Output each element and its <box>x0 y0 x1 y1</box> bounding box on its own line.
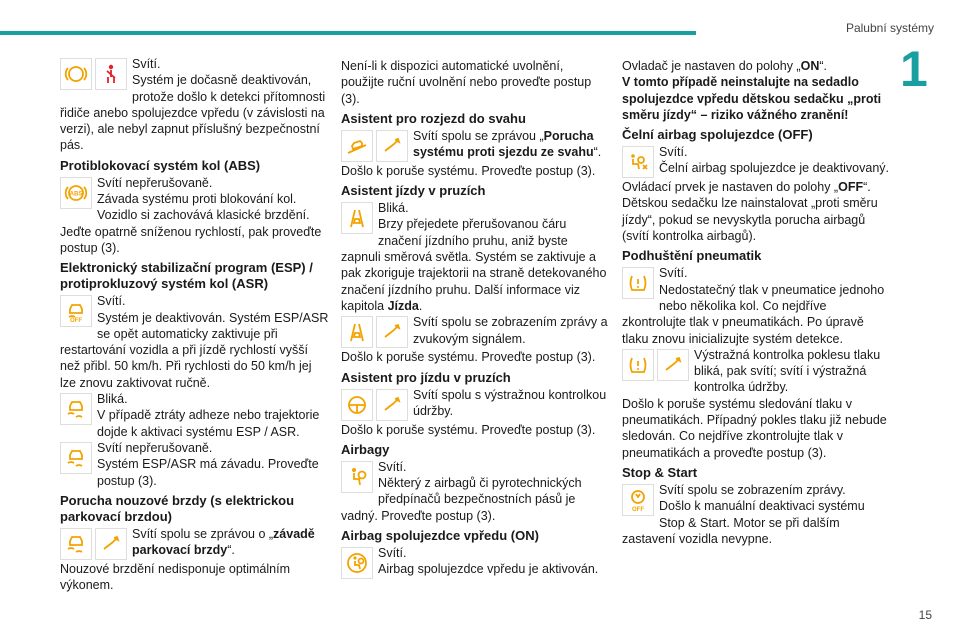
airbag-icon <box>341 461 373 493</box>
wrench-icon <box>657 349 689 381</box>
airbag-heading: Airbagy <box>341 441 390 457</box>
chapter-title: Palubní systémy <box>845 21 934 35</box>
lane-heading: Asistent jízdy v pruzích <box>341 183 486 199</box>
lanes-heading: Asistent pro jízdu v pruzích <box>341 369 511 385</box>
stop-start-heading: Stop & Start <box>622 464 698 480</box>
esp-off-icon <box>60 295 92 327</box>
tyre-pressure-icon <box>622 349 654 381</box>
wrench-icon <box>376 389 408 421</box>
svg-text:ABS: ABS <box>69 191 83 198</box>
passenger-airbag-on-heading: Airbag spolujezdce vpředu (ON) <box>341 528 539 544</box>
column-2: Není-li k dispozici automatické uvolnění, použijte ruční uvolnění nebo proveďte postup (3). Asistent pro rozjezd do svahu Svítí spolu se zprávou „Porucha systému proti sjezdu ze svahu“. Došlo k poruše systému. Proveďte postup (3). Asistent jízdy v pruzích Bliká. Brzy přejedete přerušovanou čáru značení jízdního pruhu, aniž byste zapnuli směrová světla. Systém se zaktivuje a pak zkoriguje trajektorii na straně detekovaného značení jízdního pruhu. Další informace viz kapitola Jízda. Svítí spolu se zobrazením zprávy a zvukovým signálem. Došlo k poruše systému. Proveďte postup (3). Asistent pro jízdu v pruzích Svítí spolu s výstražnou kontrolkou údržby. Došlo k poruše systému. Proveďte postup (3). Airbagy Svítí. Některý z airbagů či pyrotechnických předpínačů bezpečnostních pásů je vadný. Proveďte postup (3). Airbag spolujezdce vpředu (ON) Svítí. Airbag spolujezdce vpředu je aktivován. <box>341 58 609 580</box>
steering-wheel-icon <box>341 389 373 421</box>
wrench-icon <box>376 130 408 162</box>
column-1: Svítí. Systém je dočasně deaktivován, protože došlo k detekci přítomnosti řidiče anebo spolujezdce vpředu (v závislosti na verzi), ale nebyl zapnut příslušný bezpečnostní pás. Protiblokovací systém kol (ABS) ABS Svítí nepřerušovaně. Závada systému proti blokování kol. Vozidlo si zachovává klasické brzdění. Jeďte opatrně sníženou rychlostí, pak proveďte postup (3). Elektronický stabilizační program (ESP) / protiprokluzový systém kol (ASR) OFF Svítí. Systém je deaktivován. Systém ESP/ASR se opět automaticky zaktivuje při restartování vozidla a při jízdě rychlostí vyšší než přibl. 50 km/h. Při rychlosti do 50 km/h jej lze znovu zaktivovat ručně. Bliká. V případě ztráty adheze nebo trajektorie dojde k aktivaci systému ESP / ASR. Svítí nepřerušovaně. Systém ESP/ASR má závadu. Proveďte postup (3). Porucha nouzové brzdy (s elektrickou parkovací brzdou) Svítí spolu se zprávou o „závadě parkovací brzdy“. Nouzové brzdění nedisponuje optimálním výkonem. <box>60 57 329 593</box>
lane-keeping-icon <box>341 202 373 234</box>
abs-heading: Protiblokovací systém kol (ABS) <box>60 157 261 173</box>
hill-assist-icon <box>341 130 373 162</box>
hill-heading: Asistent pro rozjezd do svahu <box>341 110 526 126</box>
chapter-number: 1 <box>900 41 928 97</box>
header-bar <box>0 31 696 35</box>
abs-warning-icon <box>60 58 92 90</box>
passenger-airbag-off-heading: Čelní airbag spolujezdce (OFF) <box>622 127 813 143</box>
esp-fault-icon <box>60 442 92 474</box>
tyre-heading: Podhuštění pneumatik <box>622 248 762 264</box>
page-number: 15 <box>918 608 932 622</box>
wrench-icon <box>376 316 408 348</box>
tyre-pressure-icon <box>622 267 654 299</box>
esp-icon <box>60 528 92 560</box>
wrench-icon <box>95 528 127 560</box>
passenger-airbag-off-icon <box>622 146 654 178</box>
esp-icon <box>60 393 92 425</box>
abs-icon <box>60 177 92 209</box>
lane-keeping-icon <box>341 316 373 348</box>
brake-heading: Porucha nouzové brzdy (s elektrickou parkovací brzdou) <box>60 492 295 524</box>
esp-heading: Elektronický stabilizační program (ESP) / protiprokluzový systém kol (ASR) <box>60 260 313 292</box>
passenger-airbag-on-icon <box>341 547 373 579</box>
column-3: Ovladač je nastaven do polohy „ON“. V tomto případě neinstalujte na sedadlo spolujezdce vpředu dětskou sedačku „proti směru jízdy“ – riziko vážného zranění! Čelní airbag spolujezdce (OFF) Svítí. Čelní airbag spolujezdce je deaktivovaný. Ovládací prvek je nastaven do polohy „OFF“. Dětskou sedačku lze nainstalovat „proti směru jízdy“, pokud se nevyskytla porucha airbagů (svítí kontrolka airbagů). Podhuštění pneumatik Svítí. Nedostatečný tlak v pneumatice jednoho nebo několika kol. Co nejdříve zkontrolujte tlak v pneumatikách. Po úpravě tlaku znovu inicializujte systém detekce. Výstražná kontrolka poklesu tlaku bliká, pak svítí; svítí i výstražná kontrolka údržby. Došlo k poruše systému sledování tlaku v pneumatikách. Případný pokles tlaku již nebude sledován. Co nejdříve zkontrolujte tlak v pneumatikách a proveďte postup (3). Stop & Start OFF Svítí spolu se zobrazením zprávy. Došlo k manuální deaktivaci systému Stop & Start. Motor se při dalším zastavení vozidla nevypne. <box>622 59 889 546</box>
seatbelt-icon <box>95 58 127 90</box>
svg-text:OFF: OFF <box>632 506 644 512</box>
svg-text:OFF: OFF <box>70 318 82 324</box>
stop-start-off-icon <box>622 484 654 516</box>
